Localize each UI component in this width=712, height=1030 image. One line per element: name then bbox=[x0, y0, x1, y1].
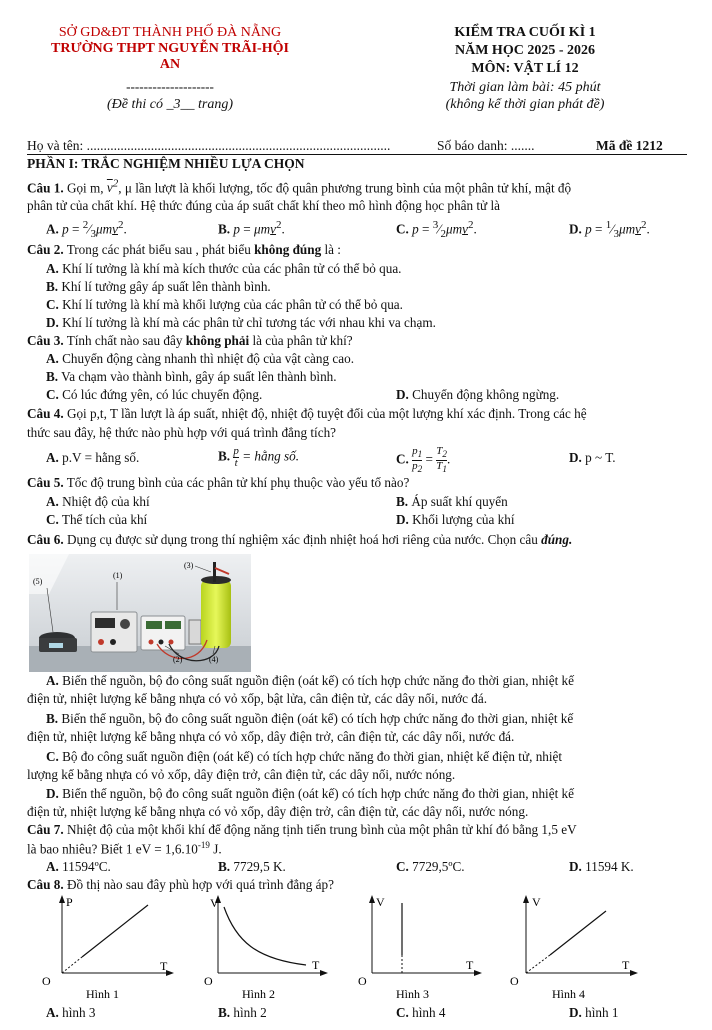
q1-stem: Câu 1. Gọi m, $\overline{v}^2$, μ lần lượt là khối lượng, tốc độ quân phương trung bình của một phân tử khí, mật độ bbox=[27, 178, 572, 196]
time-note: (không kể thời gian phát đề) bbox=[445, 97, 605, 112]
label-3: (3) bbox=[184, 561, 194, 570]
q4-option-c[interactable]: C. $p_1$ $p_2$ = $T_2$ $T_1$. bbox=[396, 445, 451, 475]
subject: MÔN: VẬT LÍ 12 bbox=[471, 61, 579, 76]
header-dashes: -------------------- bbox=[126, 79, 214, 94]
q4-option-b[interactable]: B. p t = hằng số. bbox=[218, 445, 300, 469]
q8-option-c[interactable]: C. hình 4 bbox=[396, 1005, 446, 1020]
graph-2-curve bbox=[224, 907, 306, 965]
q6-option-b[interactable]: B. Biến thế nguồn, bộ đo công suất nguồn điện (oát kế) có tích hợp chức năng đo thời gian, nhiệt kế bbox=[46, 711, 574, 726]
section-title: PHẦN I: TRẮC NGHIỆM NHIỀU LỰA CHỌN bbox=[27, 156, 305, 171]
q6-option-b-line2: điện tử, nhiệt lượng kế bằng nhựa có vỏ xốp, dây điện trở, cân điện tử, các dây nối, nước đá. bbox=[27, 729, 515, 744]
q7-stem-2: là bao nhiêu? Biết 1 eV = $1,6.10^{-19}$ J. bbox=[27, 840, 222, 857]
graph-4-y-label: V bbox=[532, 895, 541, 909]
q8-stem: Câu 8. Đồ thị nào sau đây phù hợp với quá trình đẳng áp? bbox=[27, 877, 334, 892]
q6-option-a[interactable]: A. Biến thế nguồn, bộ đo công suất nguồn điện (oát kế) có tích hợp chức năng đo thời gian, nhiệt kế bbox=[46, 673, 574, 688]
graph-4-caption: Hình 4 bbox=[552, 987, 585, 1001]
graph-2-x-label: T bbox=[312, 958, 320, 972]
graph-3-x-label: T bbox=[466, 958, 474, 972]
q7-option-d[interactable]: D. 11594 K. bbox=[569, 859, 634, 874]
q6-option-c[interactable]: C. Bộ đo công suất nguồn điện (oát kế) có tích hợp chức năng đo thời gian, nhiệt kế điện tử, nhiệt bbox=[46, 749, 563, 764]
q7-option-c[interactable]: C. 7729,5ºC. bbox=[396, 859, 465, 874]
calorimeter bbox=[201, 580, 231, 648]
q8-option-b[interactable]: B. hình 2 bbox=[218, 1005, 267, 1020]
q8-option-d[interactable]: D. hình 1 bbox=[569, 1005, 619, 1020]
divider bbox=[27, 154, 687, 155]
q7-option-b[interactable]: B. 7729,5 K. bbox=[218, 859, 286, 874]
graph-4-line bbox=[550, 911, 606, 955]
label-2: (2) bbox=[173, 655, 183, 664]
q8-option-a[interactable]: A. hình 3 bbox=[46, 1005, 96, 1020]
graph-4-origin: O bbox=[510, 974, 519, 988]
graph-1-caption: Hình 1 bbox=[86, 987, 119, 1001]
q3-stem: Câu 3. Tính chất nào sau đây không phải là của phân tử khí? bbox=[27, 333, 353, 348]
name-field: Họ và tên: .......................................................................................... bbox=[27, 138, 391, 153]
graph-4-x-label: T bbox=[622, 958, 630, 972]
apparatus-photo bbox=[29, 554, 251, 672]
q3-option-c[interactable]: C. Có lúc đứng yên, có lúc chuyển động. bbox=[46, 387, 263, 402]
q6-option-d-line2: điện tử, nhiệt lượng kế bằng nhựa có vỏ xốp, dây điện trở, cân điện tử, các dây nối, nước nóng. bbox=[27, 804, 529, 819]
q7-stem: Câu 7. Nhiệt độ của một khối khí để động năng tịnh tiến trung bình của một phân tử khí đó bằng 1,5 eV bbox=[27, 822, 577, 837]
q2-option-b[interactable]: B. Khí lí tưởng gây áp suất lên thành bình. bbox=[46, 279, 271, 294]
graph-1-origin: O bbox=[42, 974, 51, 988]
q2-stem: Câu 2. Trong các phát biểu sau , phát biểu không đúng là : bbox=[27, 242, 341, 257]
q4-stem: Câu 4. Gọi p,t, T lần lượt là áp suất, nhiệt độ, nhiệt độ tuyệt đối của một lượng khí xác định. Trong các hệ bbox=[27, 406, 587, 421]
dept-name: SỞ GD&ĐT THÀNH PHỐ ĐÀ NẴNG bbox=[58, 25, 282, 40]
school-year: NĂM HỌC 2025 - 2026 bbox=[455, 43, 595, 58]
graph-2-caption: Hình 2 bbox=[242, 987, 275, 1001]
q5-option-b[interactable]: B. Áp suất khí quyển bbox=[396, 494, 508, 509]
graph-4-extrapolation bbox=[526, 955, 550, 973]
time-limit: Thời gian làm bài: 45 phút bbox=[449, 80, 601, 95]
graph-1-extrapolation bbox=[62, 957, 82, 973]
label-4: (4) bbox=[209, 655, 219, 664]
graph-2-y-label: V bbox=[210, 896, 219, 910]
graph-1-x-label: T bbox=[160, 959, 168, 973]
graph-3-caption: Hình 3 bbox=[396, 987, 429, 1001]
q5-option-c[interactable]: C. Thể tích của khí bbox=[46, 512, 148, 527]
q5-option-a[interactable]: A. Nhiệt độ của khí bbox=[46, 494, 150, 509]
exam-code: Mã đề 1212 bbox=[596, 138, 663, 153]
temperature-probe bbox=[213, 562, 216, 582]
sbd-field: Số báo danh: ....... bbox=[437, 138, 535, 153]
graph-1-line bbox=[82, 905, 148, 957]
graph-1-y-label: P bbox=[66, 895, 73, 909]
q6-stem: Câu 6. Dụng cụ được sử dụng trong thí nghiệm xác định nhiệt hoá hơi riêng của nước. Chọn câu đúng. bbox=[27, 532, 573, 547]
q1-stem-2: phân tử của chất khí. Hệ thức đúng của áp suất chất khí theo mô hình động học phân tử là bbox=[27, 198, 500, 213]
graph-3 bbox=[352, 893, 492, 1003]
pages-note: (Đề thi có _3__ trang) bbox=[107, 97, 233, 112]
q1-option-d[interactable]: D. $p = ^1⁄_3\mu mv^2$. bbox=[569, 219, 650, 241]
graph-3-origin: O bbox=[358, 974, 367, 988]
q3-option-a[interactable]: A. Chuyển động càng nhanh thì nhiệt độ của vật càng cao. bbox=[46, 351, 354, 366]
graph-1 bbox=[40, 893, 180, 1003]
q3-option-d[interactable]: D. Chuyển động không ngừng. bbox=[396, 387, 560, 402]
q1-label: Câu 1. bbox=[27, 180, 64, 196]
graph-2-origin: O bbox=[204, 974, 213, 988]
school-name: TRƯỜNG THPT NGUYỄN TRÃI-HỘI AN bbox=[51, 41, 289, 72]
q7-option-a[interactable]: A. 11594ºC. bbox=[46, 859, 111, 874]
graph-3-y-label: V bbox=[376, 895, 385, 909]
q1-option-b[interactable]: B. p = μmv$^2$. bbox=[218, 219, 285, 237]
q4-option-a[interactable]: A. p.V = hằng số. bbox=[46, 450, 140, 465]
q3-option-b[interactable]: B. Va chạm vào thành bình, gây áp suất lên thành bình. bbox=[46, 369, 337, 384]
graph-2 bbox=[196, 893, 336, 1003]
exam-title: KIỂM TRA CUỐI KÌ 1 bbox=[454, 25, 596, 40]
q1-option-c[interactable]: C. $p = ^3⁄_2\mu mv^2$. bbox=[396, 219, 477, 241]
q6-option-c-line2: lượng kế bằng nhựa có vỏ xốp, dây điện trở, cân điện tử, các dây nối, nước nóng. bbox=[27, 767, 456, 782]
q4-option-d[interactable]: D. p ~ T. bbox=[569, 450, 616, 465]
q4-stem-2: thức sau đây, hệ thức nào phù hợp với quá trình đẳng tích? bbox=[27, 425, 337, 440]
label-5: (5) bbox=[33, 577, 43, 586]
q2-option-a[interactable]: A. Khí lí tưởng là khí mà kích thước của các phân tử có thể bỏ qua. bbox=[46, 261, 402, 276]
q6-option-a-line2: điện tử, nhiệt lượng kế bằng nhựa có vỏ xốp, bật lửa, cân điện tử, các dây nối, nước đá. bbox=[27, 691, 488, 706]
label-1: (1) bbox=[113, 571, 123, 580]
q2-option-c[interactable]: C. Khí lí tưởng là khí mà khối lượng của các phân tử có thể bỏ qua. bbox=[46, 297, 403, 312]
q6-option-d[interactable]: D. Biến thế nguồn, bộ đo công suất nguồn điện (oát kế) có tích hợp chức năng đo thời gian, nhiệt kế bbox=[46, 786, 574, 801]
q5-option-d[interactable]: D. Khối lượng của khí bbox=[396, 512, 515, 527]
q1-option-a[interactable]: A. $p = ^2⁄_3\mu mv^2$. bbox=[46, 219, 127, 241]
graph-4 bbox=[506, 893, 646, 1003]
q5-stem: Câu 5. Tốc độ trung bình của các phân tử khí phụ thuộc vào yếu tố nào? bbox=[27, 475, 410, 490]
q2-option-d[interactable]: D. Khí lí tưởng là khí mà các phân tử chỉ tương tác với nhau khi va chạm. bbox=[46, 315, 436, 330]
